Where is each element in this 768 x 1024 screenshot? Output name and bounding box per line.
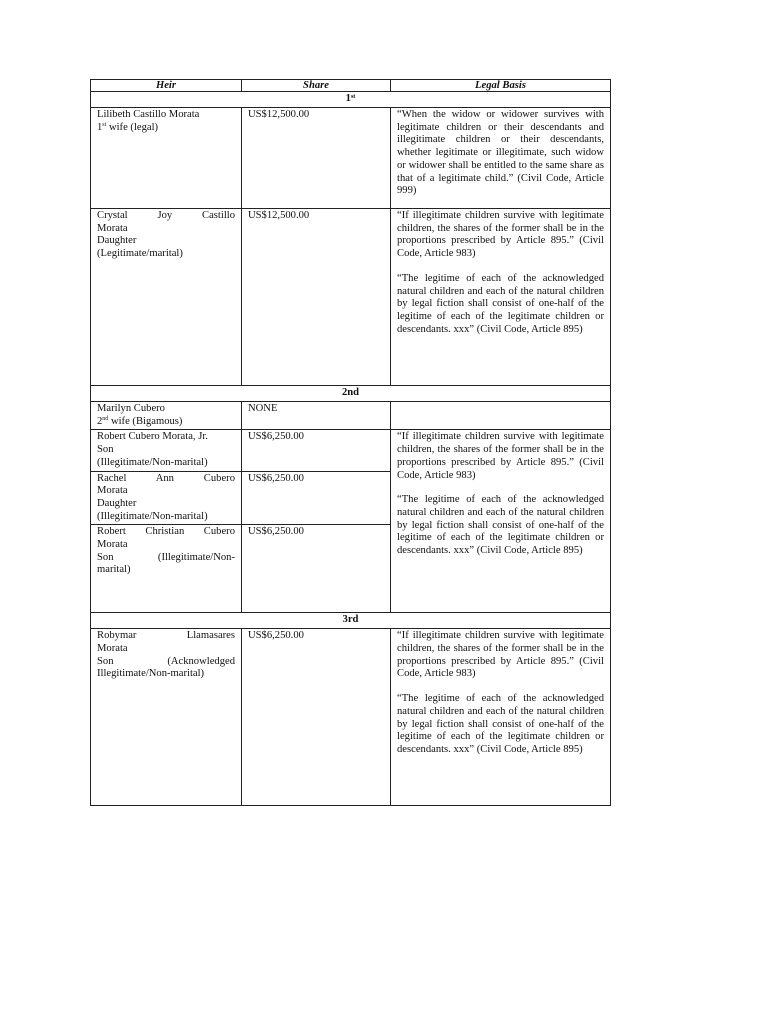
share-cell: US$12,500.00 xyxy=(242,108,391,209)
share-cell: US$6,250.00 xyxy=(242,430,391,471)
heir-name: Robert Cubero Morata, Jr. xyxy=(97,431,208,443)
share-cell: US$12,500.00 xyxy=(242,209,391,386)
group-row-third xyxy=(91,613,611,629)
heir-relationship: Son xyxy=(97,444,114,456)
legal-basis-text: “The legitime of each of the acknowledged natural children and each of the natural children by legal fiction shall consist of one-half of the legitime of each of the legitimate children or descendants. xxx” (Civil Code, Article 895) xyxy=(397,272,604,335)
heir-status: (Legitimate/marital) xyxy=(97,248,183,260)
legal-basis-cell xyxy=(391,209,611,386)
header-heir: Heir xyxy=(91,80,242,92)
heir-name: Lilibeth Castillo Morata xyxy=(97,109,200,120)
heir-relationship: Daughter xyxy=(97,235,137,247)
heir-relationship: 2nd wife (Bigamous) xyxy=(97,415,183,427)
legal-basis-text: “If illegitimate children survive with legitimate children, the shares of the former shall be in the proportions prescribed by Article 895.” (Civil Code, Article 983) xyxy=(397,210,604,260)
share-cell: US$6,250.00 xyxy=(242,471,391,525)
legal-basis-cell xyxy=(391,629,611,806)
legal-basis-text: “When the widow or widower survives with legitimate children or their descendants and illegitimate children or their descendants, whether legitimate or illegitimate, such widow or widower shall be entitled to the same share as that of a legitimate child.” (Civil Code, Article 999) xyxy=(397,109,604,197)
legal-basis-text: “The legitime of each of the acknowledged natural children and each of the natural children by legal fiction shall consist of one-half of the legitime of each of the legitimate children or descendants. xxx” (Civil Code, Article 895) xyxy=(397,693,604,755)
table-row xyxy=(91,108,611,209)
header-share: Share xyxy=(242,80,391,92)
group-label: 3rd xyxy=(91,613,611,629)
heir-name-cont: Morata xyxy=(97,539,128,551)
legal-basis-cell xyxy=(391,430,611,613)
heir-relationship: Son (Illegitimate/Non- xyxy=(97,551,235,563)
group-label-suffix: st xyxy=(350,94,356,100)
heir-cell xyxy=(91,629,242,806)
heir-cell xyxy=(91,209,242,386)
legal-basis-text: “If illegitimate children survive with legitimate children, the shares of the former shall be in the proportions prescribed by Article 895.” (Civil Code, Article 983) xyxy=(397,630,604,680)
heir-name: Marilyn Cubero xyxy=(97,403,165,414)
heir-name-cont: Morata xyxy=(97,643,128,655)
legal-basis-text: “If illegitimate children survive with legitimate children, the shares of the former shall be in the proportions prescribed by Article 895.” (Civil Code, Article 983) xyxy=(397,431,604,481)
inheritance-table xyxy=(90,79,611,806)
table-row xyxy=(91,402,611,430)
heir-status: (Illegitimate/Non-marital) xyxy=(97,510,208,522)
heir-relationship: Son (Acknowledged xyxy=(97,655,235,667)
heir-status: Illegitimate/Non-marital) xyxy=(97,668,205,680)
heir-cell xyxy=(91,430,242,471)
heir-name-cont: Morata xyxy=(97,222,128,234)
heir-name-cont: Morata xyxy=(97,485,128,497)
heir-relationship: 1st wife (legal) xyxy=(97,121,159,133)
legal-basis-text: “The legitime of each of the acknowledged natural children and each of the natural children by legal fiction shall consist of one-half of the legitime of each of the legitimate children or descendants. xxx” (Civil Code, Article 895) xyxy=(397,494,604,557)
heir-relationship: Daughter xyxy=(97,497,137,509)
group-row-first xyxy=(91,92,611,108)
heir-name: Robert Christian Cubero xyxy=(97,526,235,538)
table-row xyxy=(91,209,611,386)
share-cell: US$6,250.00 xyxy=(242,629,391,806)
group-label: 2nd xyxy=(91,386,611,402)
heir-cell xyxy=(91,471,242,525)
table-row xyxy=(91,629,611,806)
heir-status: marital) xyxy=(97,564,131,576)
table-row xyxy=(91,430,611,471)
header-row xyxy=(91,80,611,92)
heir-cell xyxy=(91,402,242,430)
heir-cell xyxy=(91,525,242,613)
heir-status: (Illegitimate/Non-marital) xyxy=(97,456,208,468)
heir-name: Rachel Ann Cubero xyxy=(97,472,235,484)
legal-basis-cell-empty xyxy=(391,402,611,430)
legal-basis-cell xyxy=(391,108,611,209)
heir-name: Robymar Llamasares xyxy=(97,630,235,642)
heir-cell xyxy=(91,108,242,209)
header-legal-basis: Legal Basis xyxy=(391,80,611,92)
share-cell: NONE xyxy=(242,402,391,430)
share-cell: US$6,250.00 xyxy=(242,525,391,613)
group-label: 1st xyxy=(91,92,611,108)
heir-name: Crystal Joy Castillo xyxy=(97,210,235,221)
group-row-second xyxy=(91,386,611,402)
